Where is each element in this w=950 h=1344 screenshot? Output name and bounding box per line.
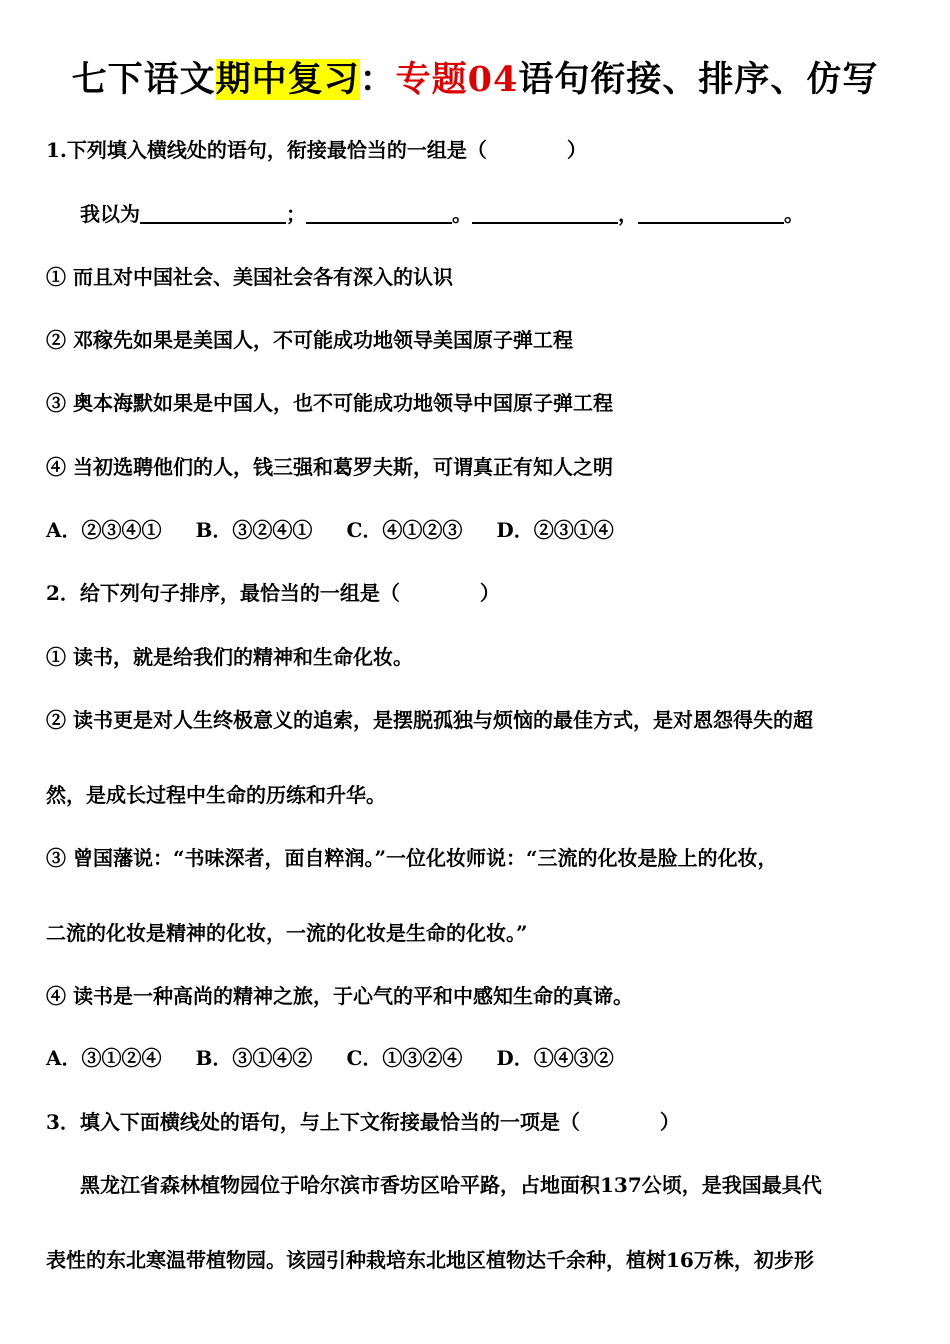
page-title: 七下语文期中复习：专题04语句衔接、排序、仿写	[71, 59, 879, 100]
q3-stem: 3．填入下面横线处的语句，与上下文衔接最恰当的一项是（ ）	[46, 1110, 680, 1134]
q1-fill-line: 我以为 ； 。 ， 。	[80, 202, 804, 226]
option-a[interactable]: A．③①②④	[46, 1046, 162, 1070]
fill-blank-1[interactable]	[140, 202, 286, 224]
q2-item-3a: ③ 曾国藩说：“书味深者，面自粹润。”一位化妆师说：“三流的化妆是脸上的化妆，	[46, 846, 778, 870]
q1-item-1: ① 而且对中国社会、美国社会各有深入的认识	[46, 265, 453, 289]
q3-paragraph-line-1: 黑龙江省森林植物园位于哈尔滨市香坊区哈平路，占地面积137公顷，是我国最具代	[80, 1173, 822, 1197]
topic-number: 专题04	[395, 59, 519, 100]
q1-stem: 1.下列填入横线处的语句，衔接最恰当的一组是（ ）	[46, 138, 587, 162]
q2-item-3b: 二流的化妆是精神的化妆，一流的化妆是生命的化妆。”	[46, 921, 528, 945]
q1-item-2: ② 邓稼先如果是美国人，不可能成功地领导美国原子弹工程	[46, 328, 573, 352]
option-d[interactable]: D．②③①④	[496, 518, 614, 542]
option-a[interactable]: A．②③④①	[46, 518, 162, 542]
q1-item-3: ③ 奥本海默如果是中国人，也不可能成功地领导中国原子弹工程	[46, 391, 613, 415]
q2-item-2a: ② 读书更是对人生终极意义的追索，是摆脱孤独与烦恼的最佳方式，是对恩怨得失的超	[46, 708, 813, 732]
q2-item-4: ④ 读书是一种高尚的精神之旅，于心气的平和中感知生命的真谛。	[46, 984, 633, 1008]
q2-item-2b: 然，是成长过程中生命的历练和升华。	[46, 783, 386, 807]
option-c[interactable]: C．①③②④	[346, 1046, 463, 1070]
q3-paragraph-line-2: 表性的东北寒温带植物园。该园引种栽培东北地区植物达千余种，植树16万株，初步形	[46, 1248, 814, 1272]
q2-item-1: ① 读书，就是给我们的精神和生命化妆。	[46, 645, 413, 669]
fill-blank-4[interactable]	[638, 202, 784, 224]
option-c[interactable]: C．④①②③	[346, 518, 463, 542]
option-b[interactable]: B．③②④①	[195, 518, 313, 542]
fill-blank-2[interactable]	[306, 202, 452, 224]
fill-blank-3[interactable]	[472, 202, 618, 224]
q2-options	[46, 1042, 648, 1071]
option-d[interactable]: D．①④③②	[496, 1046, 614, 1070]
q1-options	[46, 514, 648, 543]
q2-stem: 2．给下列句子排序，最恰当的一组是（ ）	[46, 581, 500, 605]
q1-item-4: ④ 当初选聘他们的人，钱三强和葛罗夫斯，可谓真正有知人之明	[46, 455, 613, 479]
highlighted-title-text: 期中复习	[215, 59, 360, 100]
option-b[interactable]: B．③①④②	[195, 1046, 313, 1070]
